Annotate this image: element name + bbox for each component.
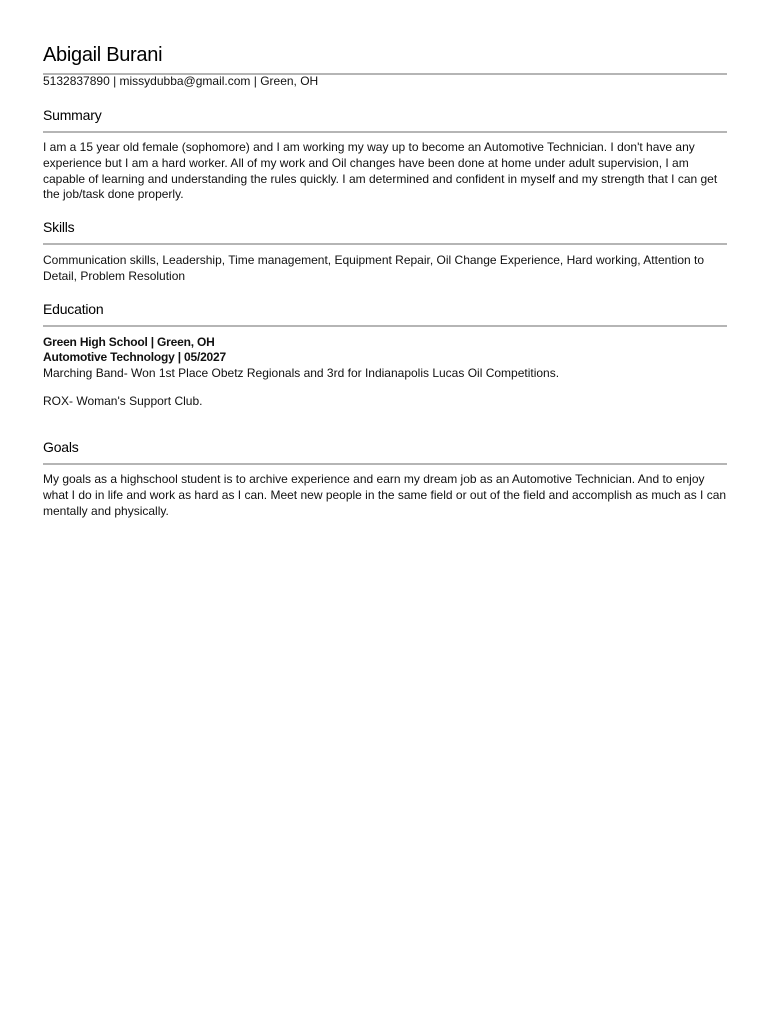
skills-text: Communication skills, Leadership, Time management, Equipment Repair, Oil Change Experience, Hard working, Attention to Detail, Problem Resolution: [43, 253, 705, 283]
education-activity: ROX- Woman's Support Club.: [43, 394, 203, 408]
contact-info: 5132837890 | missydubba@gmail.com | Green, OH: [43, 74, 319, 88]
skills-heading: Skills: [43, 219, 75, 235]
skills-divider: [43, 243, 727, 245]
summary-divider: [43, 131, 727, 133]
candidate-name: Abigail Burani: [43, 44, 163, 66]
education-program: Automotive Technology | 05/2027: [43, 350, 226, 364]
education-heading: Education: [43, 301, 104, 317]
summary-heading: Summary: [43, 107, 102, 123]
goals-divider: [43, 463, 727, 465]
education-school: Green High School | Green, OH: [43, 335, 215, 349]
summary-text: I am a 15 year old female (sophomore) and I am working my way up to become an Automotive Technician. I don't have any experience but I am a hard worker. All of my work and Oil changes have been done at home under adult supervision, I am capable of learning and understanding the rules quickly. I am determined and confident in myself and my strength that I can get the job/task done properly.: [43, 140, 718, 202]
education-activity: Marching Band- Won 1st Place Obetz Regionals and 3rd for Indianapolis Lucas Oil Competitions.: [43, 366, 560, 380]
goals-text: My goals as a highschool student is to archive experience and earn my dream job as an Automotive Technician. And to enjoy what I do in life and work as hard as I can. Meet new people in the same field or out of the field and accomplish as much as I can mentally and physically.: [43, 472, 727, 518]
goals-heading: Goals: [43, 439, 79, 455]
education-divider: [43, 325, 727, 327]
